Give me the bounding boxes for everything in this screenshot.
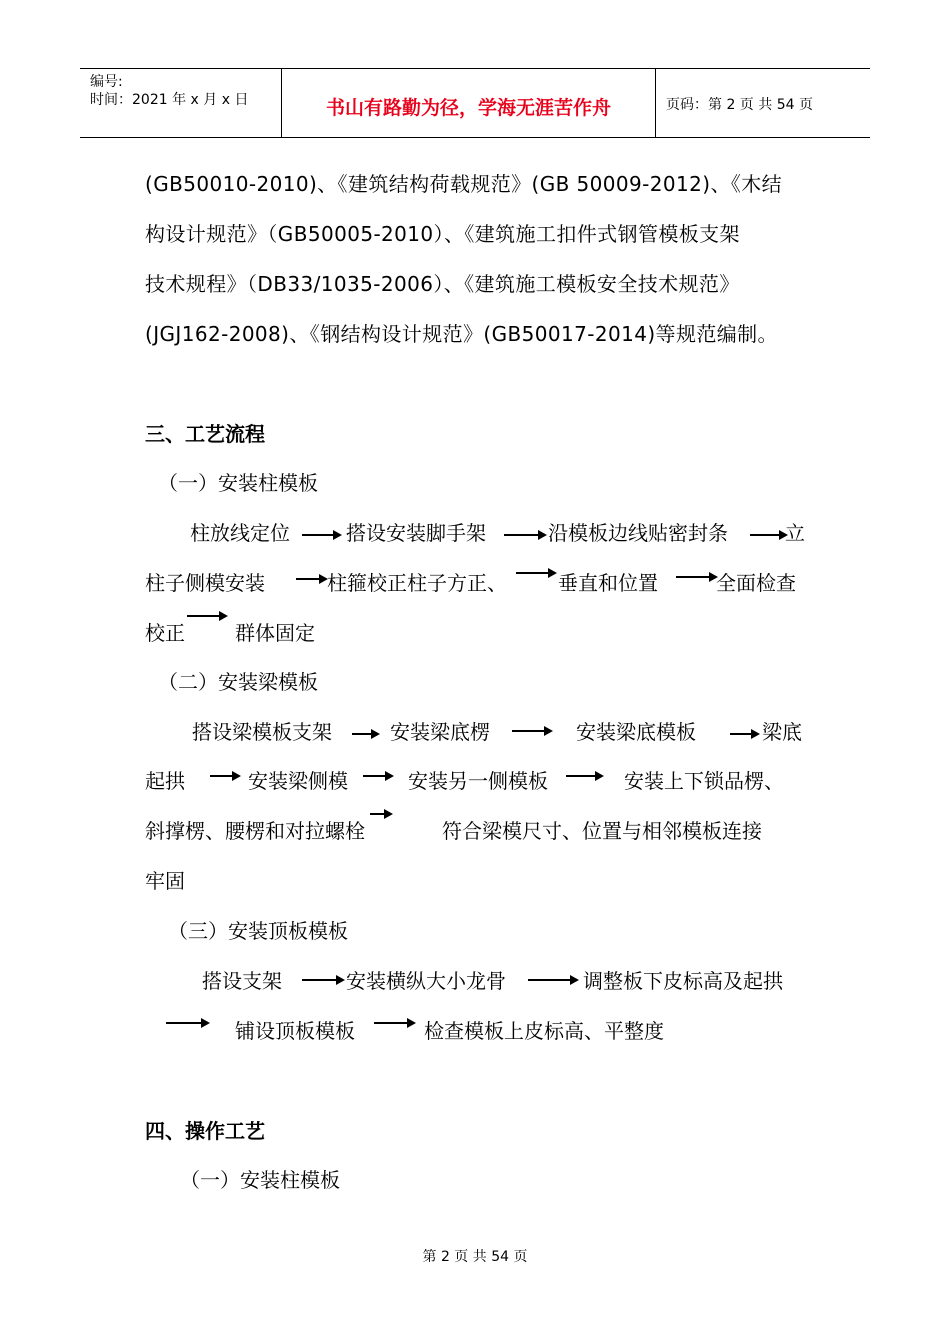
- flow-arrow: [504, 534, 539, 536]
- flow-arrow: [302, 979, 337, 981]
- body-line: (GB50010-2010)、《建筑结构荷载规范》(GB 50009-2012)、《木结: [145, 172, 783, 196]
- flow-arrow: [566, 775, 596, 777]
- flow-step: 安装横纵大小龙骨: [346, 969, 506, 993]
- page-header: [80, 68, 870, 138]
- header-page-cell: [656, 69, 870, 137]
- section-3-title: 三、工艺流程: [145, 422, 265, 446]
- flow-step: 立: [785, 521, 805, 545]
- flow-step: 全面检查: [716, 571, 796, 595]
- flow-arrow: [528, 979, 571, 981]
- flow-step: 斜撑楞、腰楞和对拉螺栓: [145, 819, 365, 843]
- header-motto-cell: [281, 69, 656, 137]
- subsection-title: （三）安装顶板模板: [168, 919, 348, 943]
- number-label: 编号:: [90, 74, 123, 90]
- flow-step: 铺设顶板模板: [235, 1019, 355, 1043]
- flow-step: 调整板下皮标高及起拱: [583, 969, 783, 993]
- flow-arrow: [750, 534, 780, 536]
- flow-arrow: [730, 733, 752, 735]
- flow-arrow: [516, 572, 549, 574]
- flow-step: 梁底: [762, 720, 802, 744]
- flow-step: 搭设梁模板支架: [192, 720, 332, 744]
- body-line: 构设计规范》（GB50005-2010）、《建筑施工扣件式钢管模板支架: [145, 222, 740, 246]
- subsection-title: （一）安装柱模板: [180, 1168, 340, 1192]
- flow-arrow: [370, 813, 385, 815]
- flow-step: 安装上下锁品楞、: [624, 769, 784, 793]
- flow-step: 搭设安装脚手架: [346, 521, 486, 545]
- subsection-title: （一）安装柱模板: [158, 471, 318, 495]
- flow-step: 牢固: [145, 869, 185, 893]
- flow-step: 柱箍校正柱子方正、: [327, 571, 507, 595]
- flow-step: 安装梁侧模: [248, 769, 348, 793]
- flow-step: 安装另一侧模板: [408, 769, 548, 793]
- flow-step: 安装梁底模板: [576, 720, 696, 744]
- time-label: 时间：2021 年 x 月 x 日: [90, 92, 249, 108]
- body-line: 技术规程》（DB33/1035-2006）、《建筑施工模板安全技术规范》: [145, 272, 740, 296]
- flow-step: 检查模板上皮标高、平整度: [424, 1019, 664, 1043]
- flow-arrow: [363, 775, 386, 777]
- flow-arrow: [676, 576, 710, 578]
- flow-step: 垂直和位置: [558, 571, 658, 595]
- flow-arrow: [210, 775, 233, 777]
- flow-arrow: [187, 615, 220, 617]
- flow-arrow: [166, 1022, 202, 1024]
- flow-step: 起拱: [145, 769, 185, 793]
- motto-text: 书山有路勤为径，学海无涯苦作舟: [325, 97, 611, 119]
- body-line: (JGJ162-2008)、《钢结构设计规范》(GB50017-2014)等规范编制。: [145, 322, 778, 346]
- flow-step: 沿模板边线贴密封条: [548, 521, 728, 545]
- flow-step: 柱放线定位: [190, 521, 290, 545]
- flow-step: 柱子侧模安装: [145, 571, 265, 595]
- flow-step: 搭设支架: [202, 969, 282, 993]
- section-4-title: 四、操作工艺: [145, 1119, 265, 1143]
- flow-arrow: [296, 578, 320, 580]
- flow-arrow: [352, 733, 372, 735]
- page-info: 页码：第 2 页 共 54 页: [666, 97, 813, 113]
- flow-step: 符合梁模尺寸、位置与相邻模板连接: [442, 819, 762, 843]
- flow-arrow: [374, 1022, 408, 1024]
- flow-step: 群体固定: [235, 621, 315, 645]
- header-meta-cell: [80, 69, 280, 137]
- page-footer: 第 2 页 共 54 页: [422, 1249, 528, 1265]
- subsection-title: （二）安装梁模板: [158, 670, 318, 694]
- flow-step: 校正: [145, 621, 185, 645]
- flow-arrow: [512, 730, 545, 732]
- flow-arrow: [302, 534, 334, 536]
- flow-step: 安装梁底楞: [390, 720, 490, 744]
